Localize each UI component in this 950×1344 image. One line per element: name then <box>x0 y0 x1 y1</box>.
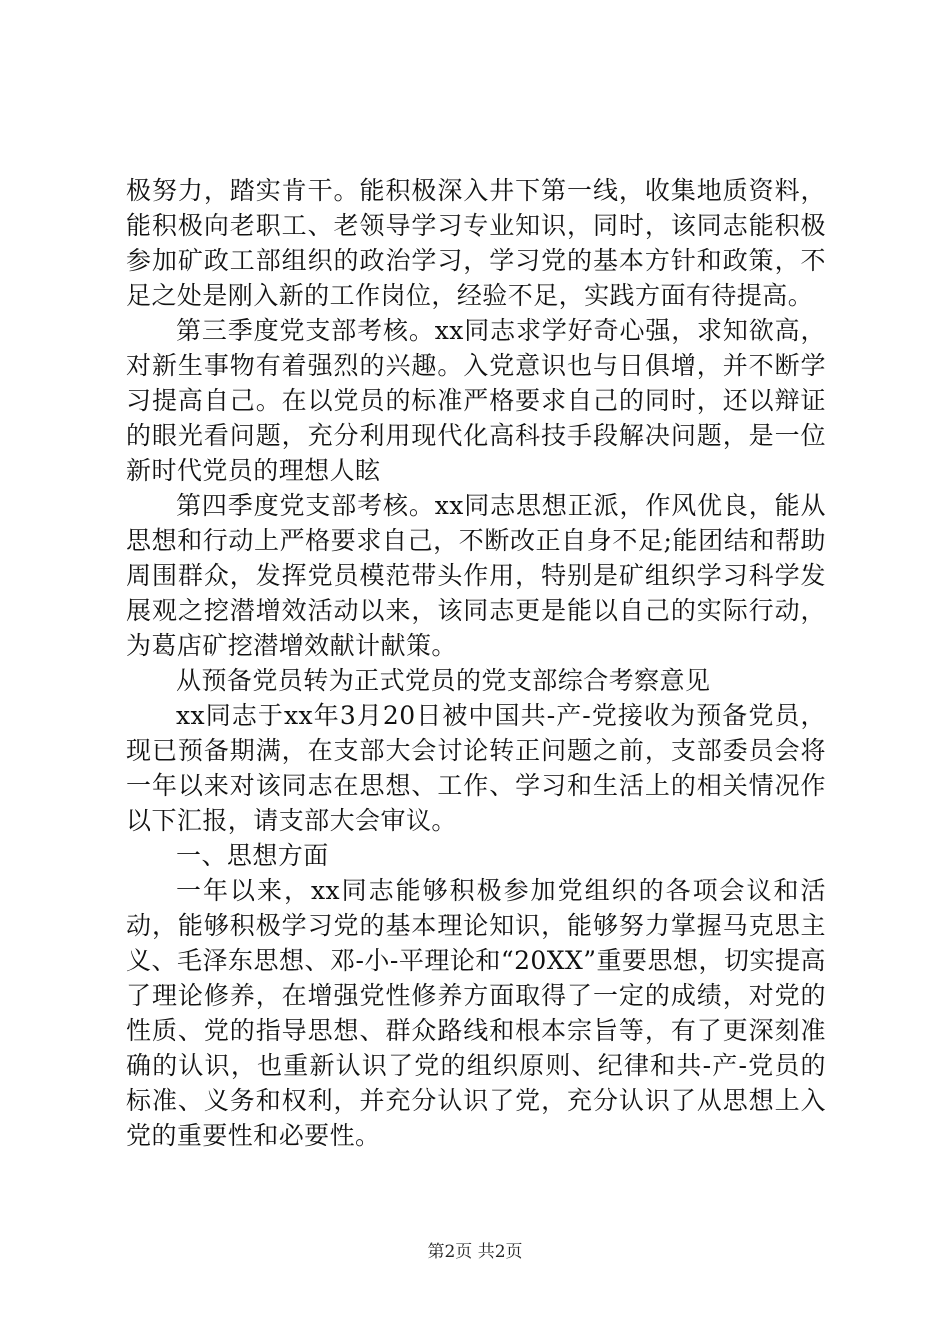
paragraph-thought-details: 一年以来，xx同志能够积极参加党组织的各项会议和活动，能够积极学习党的基本理论知识，能够努力掌握马克思主义、毛泽东思想、邓-小-平理论和“20XX”重要思想，切实提高了理论修养，在增强党性修养方面取得了一定的成绩，对党的性质、党的指导思想、群众路线和根本宗旨等，有了更深刻准确的认识，也重新认识了党的组织原则、纪律和共-产-党员的标准、义务和权利，并充分认识了党，充分认识了从思想上入党的重要性和必要性。 <box>126 876 826 1150</box>
paragraph-q4-assessment: 第四季度党支部考核。xx同志思想正派，作风优良，能从思想和行动上严格要求自己，不断改正自身不足;能团结和帮助周围群众，发挥党员模范带头作用，特别是矿组织学习科学发展观之挖潜增效活动以来，该同志更是能以自己的实际行动，为葛店矿挖潜增效献计献策。 <box>126 491 826 660</box>
page-footer: 第2页 共2页 <box>427 1242 523 1262</box>
section-heading-thought: 一、思想方面 <box>176 841 329 870</box>
paragraph-continuation: 极努力，踏实肯干。能积极深入井下第一线，收集地质资料，能积极向老职工、老领导学习专业知识，同时，该同志能积极参加矿政工部组织的政治学习，学习党的基本方针和政策，不足之处是刚入新的工作岗位，经验不足，实践方面有待提高。 <box>126 176 826 310</box>
paragraph-intro-report: xx同志于xx年3月20日被中国共-产-党接收为预备党员，现已预备期满，在支部大会讨论转正问题之前，支部委员会将一年以来对该同志在思想、工作、学习和生活上的相关情况作以下汇报，请支部大会审议。 <box>126 701 826 835</box>
section-heading-review-opinion: 从预备党员转为正式党员的党支部综合考察意见 <box>176 666 711 695</box>
document-body <box>126 173 826 1153</box>
paragraph-q3-assessment: 第三季度党支部考核。xx同志求学好奇心强，求知欲高，对新生事物有着强烈的兴趣。入党意识也与日俱增，并不断学习提高自己。在以党员的标准严格要求自己的同时，还以辩证的眼光看问题，充分利用现代化高科技手段解决问题，是一位新时代党员的理想人眩 <box>126 316 826 485</box>
